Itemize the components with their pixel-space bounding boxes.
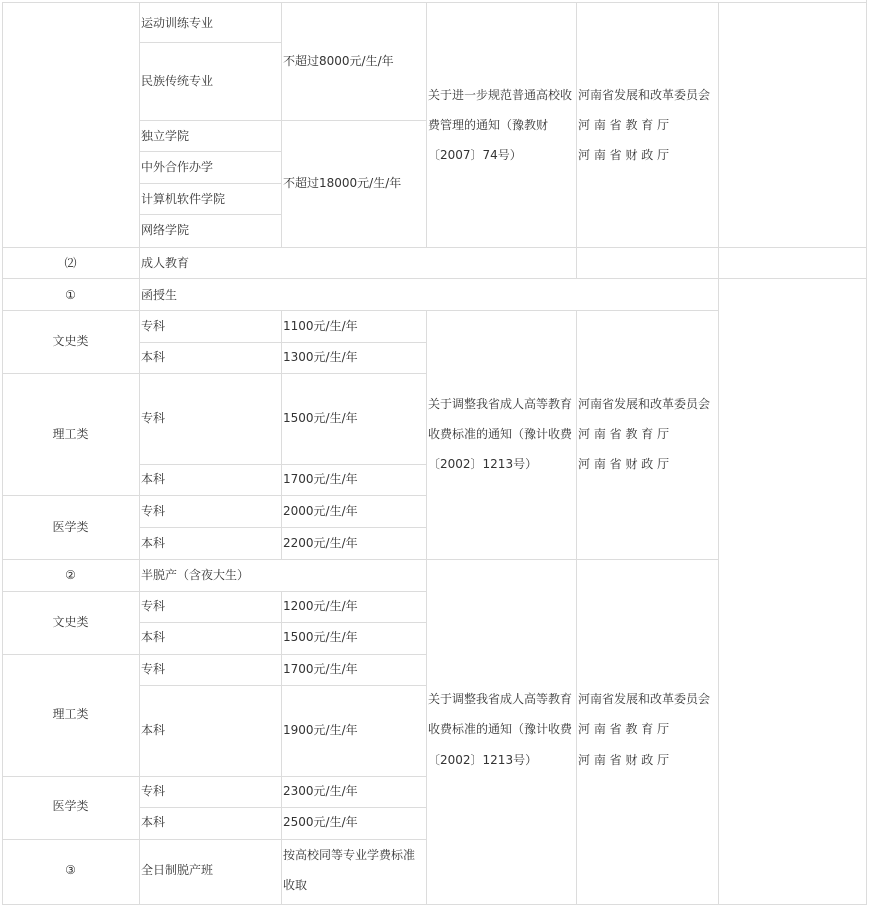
fee-value: 不超过8000元/生/年 <box>283 54 394 68</box>
issuing-agency: 河南省发展和改革委员会 <box>578 397 711 411</box>
document-reference: 费管理的通知（豫教财 <box>428 118 549 132</box>
level-label: 专科 <box>141 504 166 518</box>
fee-value: 2500元/生/年 <box>283 815 358 829</box>
fee-value: 2300元/生/年 <box>283 784 358 798</box>
section-title: 半脱产（含夜大生） <box>141 568 250 582</box>
section-index: ③ <box>65 863 76 877</box>
fee-value: 1300元/生/年 <box>283 350 358 364</box>
fee-value: 1700元/生/年 <box>283 472 358 486</box>
fee-value: 1500元/生/年 <box>283 411 358 425</box>
table-cell <box>718 278 867 905</box>
level-label: 本科 <box>141 350 166 364</box>
fee-value: 1100元/生/年 <box>283 319 358 333</box>
fee-value: 1700元/生/年 <box>283 662 358 676</box>
level-label: 专科 <box>141 662 166 676</box>
section-title: 全日制脱产班 <box>141 863 214 877</box>
level-label: 本科 <box>141 723 166 737</box>
major-label: 独立学院 <box>141 129 190 143</box>
category-label: 医学类 <box>52 799 89 813</box>
document-reference: 关于调整我省成人高等教育 <box>428 692 573 706</box>
fee-value: 2000元/生/年 <box>283 504 358 518</box>
fee-value: 1900元/生/年 <box>283 723 358 737</box>
document-reference: 〔2002〕1213号） <box>428 457 538 471</box>
category-label: 理工类 <box>52 707 89 721</box>
document-reference: 收费标准的通知（豫计收费 <box>428 722 573 736</box>
major-label: 民族传统专业 <box>141 74 214 88</box>
fee-value: 不超过18000元/生/年 <box>283 176 402 190</box>
issuing-agency: 河 南 省 教 育 厅 <box>578 722 670 736</box>
document-reference: 收费标准的通知（豫计收费 <box>428 427 573 441</box>
category-label: 医学类 <box>52 520 89 534</box>
document-reference: 关于进一步规范普通高校收 <box>428 88 573 102</box>
level-label: 专科 <box>141 599 166 613</box>
level-label: 专科 <box>141 411 166 425</box>
table-cell <box>2 2 139 247</box>
level-label: 专科 <box>141 319 166 333</box>
table-cell <box>139 247 576 278</box>
issuing-agency: 河 南 省 教 育 厅 <box>578 118 670 132</box>
document-reference: 〔2007〕74号） <box>428 148 522 162</box>
category-label: 文史类 <box>52 334 89 348</box>
section-title: 成人教育 <box>141 256 190 270</box>
issuing-agency: 河南省发展和改革委员会 <box>578 88 711 102</box>
table-cell <box>718 2 867 247</box>
document-reference: 〔2002〕1213号） <box>428 753 538 767</box>
fee-value: 1200元/生/年 <box>283 599 358 613</box>
issuing-agency: 河 南 省 财 政 厅 <box>578 457 670 471</box>
fee-value: 按高校同等专业学费标准收取 <box>283 848 416 892</box>
major-label: 计算机软件学院 <box>141 192 226 206</box>
level-label: 本科 <box>141 536 166 550</box>
fee-value: 2200元/生/年 <box>283 536 358 550</box>
table-cell <box>139 278 718 310</box>
issuing-agency: 河 南 省 教 育 厅 <box>578 427 670 441</box>
major-label: 网络学院 <box>141 223 190 237</box>
issuing-agency: 河 南 省 财 政 厅 <box>578 148 670 162</box>
level-label: 本科 <box>141 815 166 829</box>
major-label: 运动训练专业 <box>141 16 214 30</box>
table-cell <box>718 247 867 278</box>
section-title: 函授生 <box>141 288 178 302</box>
issuing-agency: 河 南 省 财 政 厅 <box>578 753 670 767</box>
major-label: 中外合作办学 <box>141 160 214 174</box>
fee-value: 1500元/生/年 <box>283 630 358 644</box>
category-label: 文史类 <box>52 615 89 629</box>
table-cell <box>576 247 718 278</box>
level-label: 本科 <box>141 630 166 644</box>
issuing-agency: 河南省发展和改革委员会 <box>578 692 711 706</box>
document-reference: 关于调整我省成人高等教育 <box>428 397 573 411</box>
level-label: 专科 <box>141 784 166 798</box>
section-index: ⑵ <box>64 256 77 270</box>
section-index: ① <box>65 288 76 302</box>
level-label: 本科 <box>141 472 166 486</box>
section-index: ② <box>65 568 76 582</box>
category-label: 理工类 <box>52 427 89 441</box>
